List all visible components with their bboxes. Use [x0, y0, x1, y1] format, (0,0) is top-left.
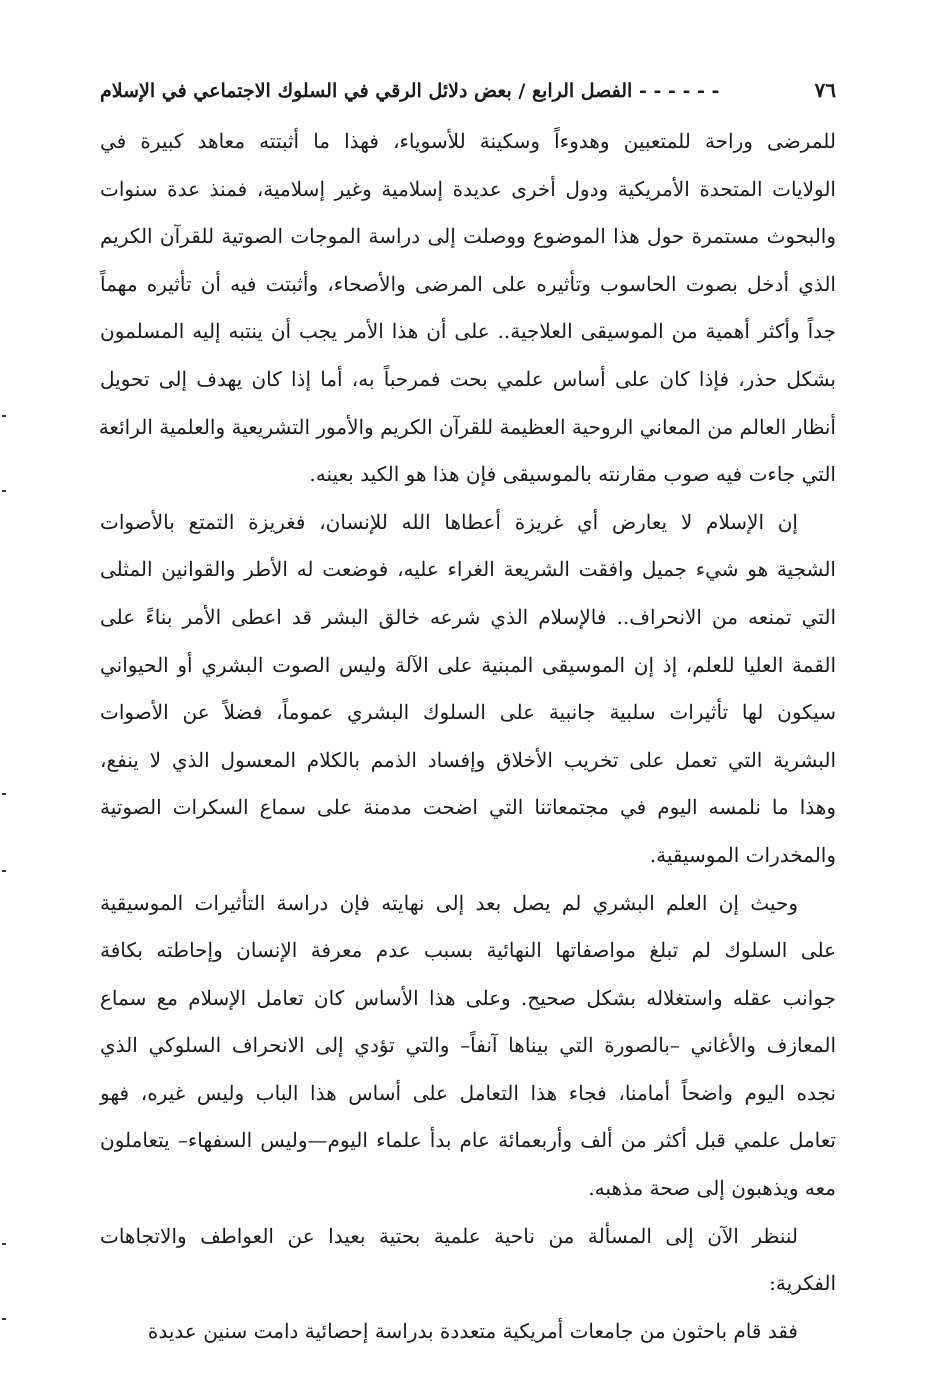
text-line: والمخدرات الموسيقية. — [649, 842, 836, 867]
text-line: تعامل علمي قبل أكثر من ألف وأربعمائة عام بدأ علماء اليوم—وليس السفهاء– يتعاملون — [100, 1128, 836, 1153]
text-line: الفكرية: — [769, 1271, 836, 1296]
text-line: فقد قام باحثون من جامعات أمريكية متعددة بدراسة إحصائية دامت سنين عديدة — [147, 1318, 798, 1343]
text-line: المعازف والأغاني –بالصورة التي بيناها آنفاً– والتي تؤدي إلى الانحراف السلوكي الذي — [100, 1033, 836, 1058]
margin-mark — [2, 870, 6, 872]
text-line: وهذا ما نلمسه اليوم في مجتمعاتنا التي اضحت مدمنة على سماع السكرات الصوتية — [100, 795, 836, 820]
text-line: الذي أدخل بصوت الحاسوب وتأثيره على المرضى والأصحاء، وأثبتت فيه أن تأثيره مهماً — [100, 271, 836, 296]
paragraph — [100, 1213, 836, 1308]
text-line: معه ويذهبون إلى صحة مذهبه. — [588, 1176, 836, 1201]
margin-mark — [2, 490, 6, 492]
text-line: التي جاءت فيه صوب مقارنته بالموسيقى فإن هذا هو الكيد بعينه. — [309, 462, 836, 487]
text-line: القمة العليا للعلم، إذ إن الموسيقى المبنية على الآلة وليس الصوت البشري أو الحيواني — [100, 652, 836, 677]
paragraph — [100, 118, 836, 499]
text-line: على السلوك لم تبلغ مواصفاتها النهائية بسبب عدم معرفة الإنسان وإحاطته بكافة — [100, 938, 836, 963]
text-line: الشجية هو شيء جميل وافقت الشريعة الغراء عليه، فوضعت له الأطر والقوانين المثلى — [100, 557, 836, 582]
margin-mark — [2, 1243, 6, 1245]
text-line: الولايات المتحدة الأمريكية ودول أخرى عديدة إسلامية وغير إسلامية، فمنذ عدة سنوات — [100, 176, 836, 201]
text-line: للمرضى وراحة للمتعبين وهدوءاً وسكينة للأسوياء، فهذا ما أثبتته معاهد كبيرة في — [100, 129, 836, 153]
text-line: لننظر الآن إلى المسألة من ناحية علمية بحتية بعيدا عن العواطف والاتجاهات — [100, 1223, 798, 1248]
margin-mark — [2, 793, 6, 795]
margin-mark — [2, 1318, 6, 1320]
text-line: إن الإسلام لا يعارض أي غريزة أعطاها الله للإنسان، فغريزة التمتع بالأصوات — [100, 509, 798, 534]
book-page — [100, 70, 836, 1355]
text-line: وحيث إن العلم البشري لم يصل بعد إلى نهايته فإن دراسة التأثيرات الموسيقية — [100, 890, 798, 915]
text-line: نجده اليوم واضحاً أمامنا، فجاء هذا التعامل على أساس هذا الباب وليس غيره، فهو — [100, 1080, 836, 1105]
page-number: ٧٦ — [814, 78, 836, 102]
text-line: والبحوث مستمرة حول هذا الموضوع ووصلت إلى دراسة الموجات الصوتية للقرآن الكريم — [100, 224, 836, 249]
text-line: بشكل حذر، فإذا كان على أساس علمي بحت فمرحباً به، أما إذا كان يهدف إلى تحويل — [100, 366, 836, 391]
running-head: - - - - - - الفصل الرابع / بعض دلائل الرقي في السلوك الاجتماعي في الإسلام — [100, 80, 720, 102]
text-line: جداً وأكثر أهمية من الموسيقى العلاجية.. على أن هذا الأمر يجب أن ينتبه إليه المسلمون — [100, 319, 836, 344]
page-header — [100, 70, 836, 110]
paragraph — [100, 880, 836, 1213]
paragraph — [100, 1308, 836, 1356]
text-line: سيكون لها تأثيرات سلبية جانبية على السلوك البشري عموماً، فضلاً عن الأصوات — [100, 700, 836, 725]
body-text — [100, 118, 836, 1355]
margin-mark — [2, 415, 6, 417]
text-line: التي تمنعه من الانحراف.. فالإسلام الذي شرعه خالق البشر قد اعطى الأمر بناءً على — [100, 604, 836, 629]
text-line: جوانب عقله واستغلاله بشكل صحيح. وعلى هذا الأساس كان تعامل الإسلام مع سماع — [100, 985, 836, 1010]
text-line: أنظار العالم من المعاني الروحية العظيمة للقرآن الكريم والأمور التشريعية والعلمية الرائعة — [98, 414, 836, 439]
paragraph — [100, 499, 836, 880]
text-line: البشرية التي تعمل على تخريب الأخلاق وإفساد الذمم بالكلام المعسول الذي لا ينفع، — [100, 747, 836, 772]
